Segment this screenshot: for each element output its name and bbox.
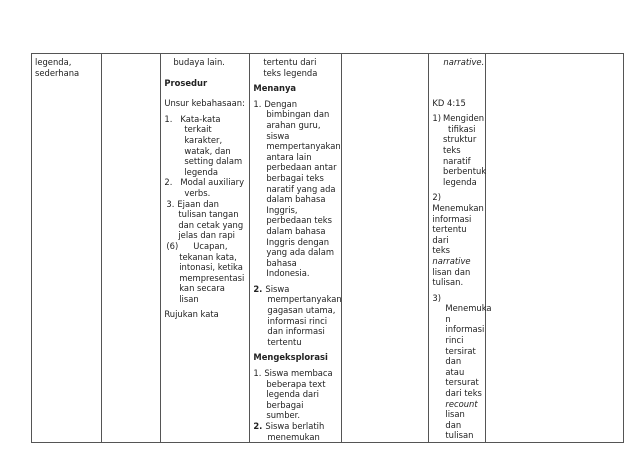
text-line: tertentu [267,336,302,347]
text-line: tulisan [445,430,474,441]
text-line: dan atau [445,356,465,377]
text-line: karakter, [184,134,223,145]
text-line: dan informasi [267,326,325,337]
text-line: tertentu dari [263,57,317,67]
text-line: dalam bahasa [266,225,326,236]
text-line: teks legenda [263,67,318,78]
text-line: legenda, [35,57,72,67]
list-item [164,199,246,241]
text-line: antara lain [266,151,312,162]
text-line: Siswa berlatih [265,421,325,431]
text-line: narrative [432,255,471,266]
cell-activities [250,54,342,443]
text-line: mempertanyakan [267,294,342,305]
heading-mengeksplorasi: Mengeksplorasi [253,352,328,363]
text-line: beberapa text [266,378,326,389]
cell-empty [486,54,624,443]
text-line: Menemuka [445,303,492,314]
cell-material [161,54,250,443]
label-unsur-kebahasaan: Unsur kebahasaan: [164,98,245,109]
text-line: lisan dan [445,409,465,430]
text-line: bimbingan dan [266,109,330,120]
text-line: Siswa [265,283,290,294]
text-line: naratif [443,155,471,166]
text-line: gagasan utama, [267,305,336,316]
text-line: Ejaan dan [177,198,219,209]
text-line: yang ada dalam [266,247,335,258]
text-line: informasi [445,324,485,335]
text-line: legenda [184,166,219,177]
text-line: dari teks [445,388,482,399]
list-item [164,241,246,305]
list-number: 2. [253,283,263,294]
list-number: 1. [253,368,262,379]
text-line: siswa [266,130,290,141]
text-line: Inggris, [266,204,298,215]
list-item [253,421,338,442]
text-line: Siswa membaca [264,368,333,379]
text-line: mempertanyakan [266,141,341,152]
text-line: dalam bahasa [266,194,326,205]
text-line: perbedaan teks [266,215,332,226]
text-line: intonasi, ketika [179,262,243,273]
cell-empty [102,54,161,443]
text-line: tersurat [445,377,479,388]
text-line: kan secara lisan [179,283,225,304]
text-line: arahan guru, [266,119,321,130]
text-line: tulisan. [432,277,464,288]
text-line: narrative. [443,57,485,67]
text-line: budaya lain. [173,57,225,67]
kd-label: KD 4:15 [432,97,466,108]
list-number: 1) [432,113,441,124]
syllabus-table [31,53,624,443]
text-line: legenda dari [266,389,319,400]
text-line: tersirat [445,345,476,356]
table-row [32,54,624,443]
text-line: teks [432,245,451,256]
text-line: naratif yang ada [266,183,336,194]
cell-empty [342,54,429,443]
text-line: mempresentasi [179,272,245,283]
text-line: terkait [184,124,212,135]
list-item [432,113,487,187]
text-line: verbs. [184,187,211,198]
text-line: tifikasi [448,123,476,134]
text-line: jelas dan rapi [178,230,235,241]
text-line: tulisan tangan [178,209,239,220]
text-line: berbentuk [443,166,487,177]
text-line: perbedaan antar [266,162,337,173]
text-line: berbagai sumber. [266,399,304,421]
text-line: Modal auxiliary [180,177,245,188]
list-number: 2. [253,421,263,431]
text-line: informasi [432,213,472,224]
text-line: sederhana [35,67,80,78]
text-line: recount [445,398,478,409]
heading-prosedur: Prosedur [164,77,208,88]
text-line: bahasa Indonesia. [266,257,310,279]
text-line: tekanan kata, [179,251,237,262]
list-item [164,114,246,178]
list-number: 3) [432,292,441,303]
text-line: Ucapan, [193,240,228,251]
list-number: (6) [166,240,179,251]
text-line: n [445,313,451,324]
list-item [253,283,342,348]
cell-competency [32,54,102,443]
text-line: tertentu dari [432,224,467,245]
text-line: teks [443,144,461,155]
list-number: 1. [164,113,173,124]
text-line: Menemukan [432,202,484,213]
rujukan-kata: Rujukan kata [164,309,219,320]
list-item [164,177,246,198]
text-line: Dengan [264,98,298,109]
text-line: Kata-kata [180,113,221,124]
text-line: struktur [443,134,477,145]
text-line: Inggris dengan [266,236,330,247]
cell-assessment [429,54,492,443]
text-line: setting dalam [184,156,243,167]
text-line: Mengiden [443,113,485,124]
text-line: menemukan [267,431,320,442]
text-line: dan cetak yang [178,219,244,230]
list-number: 1. [253,98,262,109]
list-item [253,368,338,421]
text-line: legenda [443,176,477,187]
list-number: 3. [166,198,175,209]
text-line: watak, dan [184,145,231,156]
text-line: 2) [432,192,441,203]
heading-menanya: Menanya [253,83,297,94]
text-line: rinci [445,335,464,346]
text-line: informasi rinci [267,315,328,326]
text-line: berbagai teks [266,172,324,183]
list-number: 2. [164,177,173,188]
list-item [253,98,341,279]
text-line: lisan dan [432,266,471,277]
